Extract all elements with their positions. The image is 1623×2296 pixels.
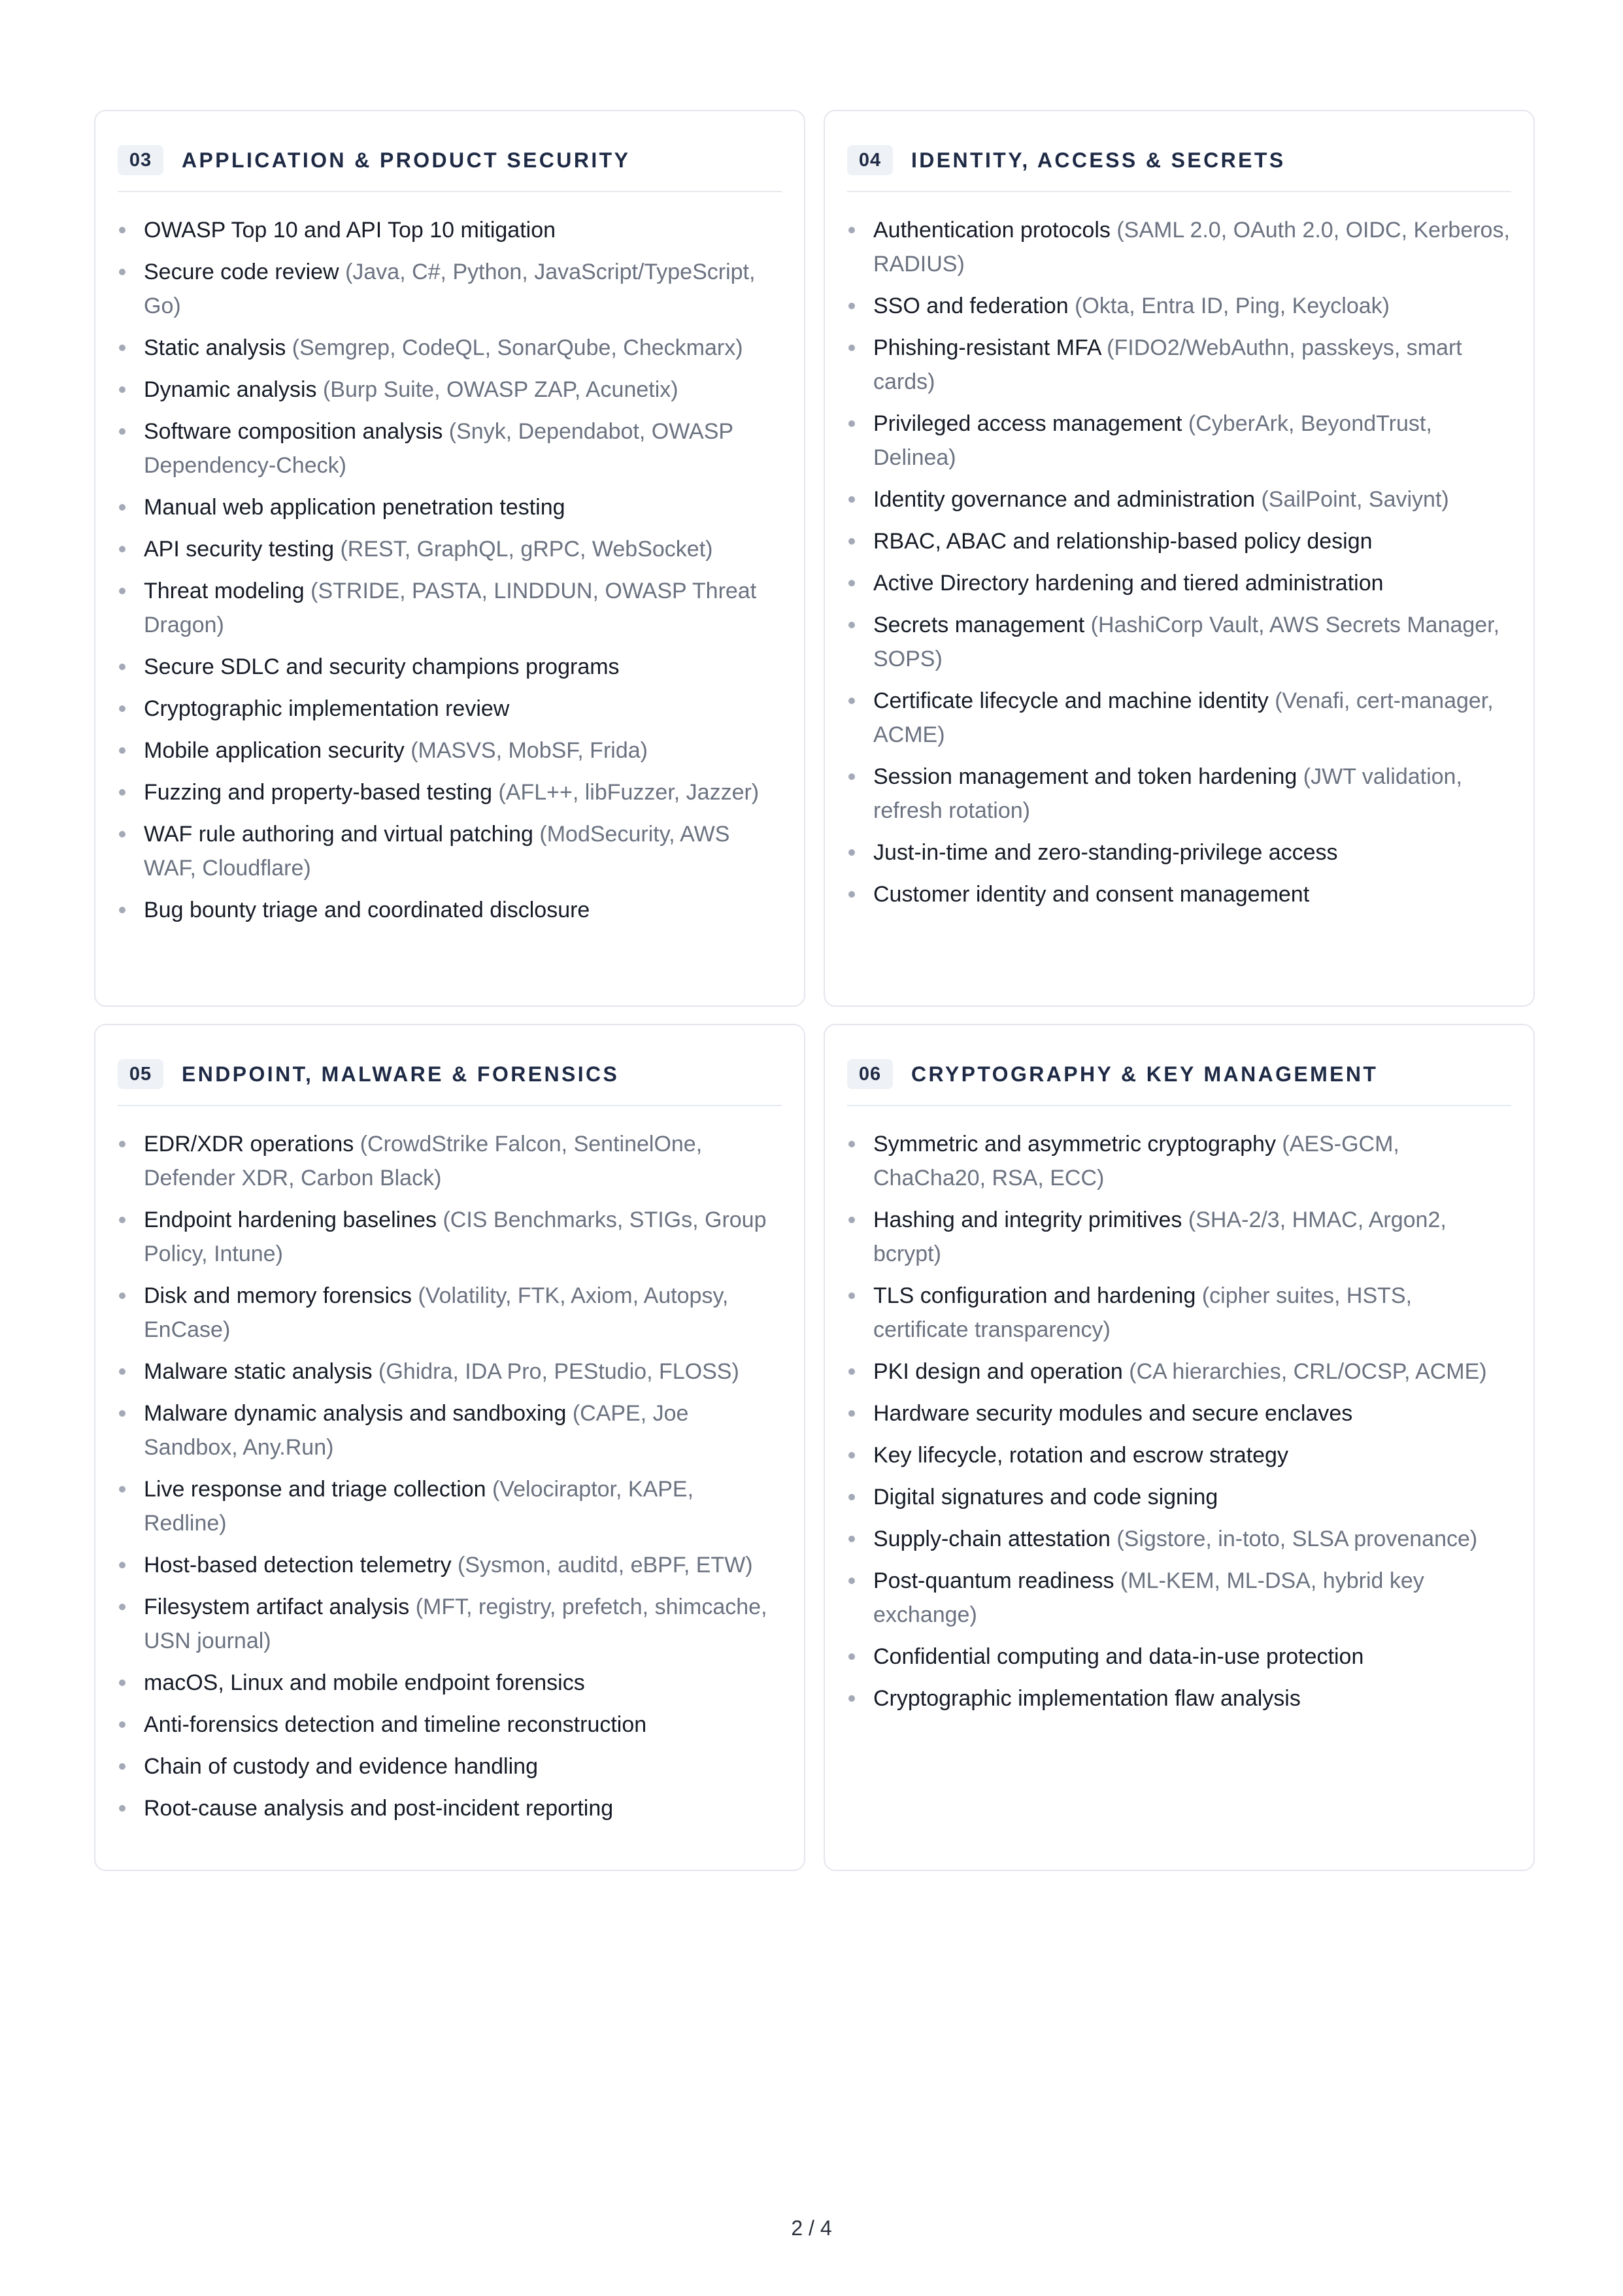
list-item [847,1127,1511,1195]
bullet-dot-icon [119,1805,125,1812]
list-item [847,566,1511,600]
item-text: Key lifecycle, rotation and escrow strategy [873,1443,1288,1468]
bullet-dot-icon [848,420,855,427]
bullet-dot-icon [119,1763,125,1770]
item-detail: (Ghidra, IDA Pro, PEStudio, FLOSS) [378,1359,739,1384]
skill-list [118,213,782,927]
item-text: Confidential computing and data-in-use protection [873,1644,1364,1669]
list-item [847,1438,1511,1472]
item-text: Hashing and integrity primitives [873,1207,1182,1232]
list-item [118,1279,782,1347]
item-text: Cryptographic implementation review [144,696,510,721]
list-item [118,1708,782,1742]
list-item [118,213,782,247]
section-number-badge: 04 [847,145,893,175]
section-card-identity-access-secrets [824,110,1535,1007]
item-detail: (SAML 2.0, OAuth 2.0, OIDC, Kerberos, RADIUS) [873,218,1510,277]
bullet-dot-icon [119,789,125,796]
item-text: Manual web application penetration testing [144,495,565,520]
bullet-dot-icon [848,1452,855,1459]
bullet-dot-icon [848,580,855,586]
bullet-dot-icon [119,1410,125,1417]
list-item [847,1279,1511,1347]
bullet-dot-icon [848,227,855,233]
list-item [118,373,782,407]
bullet-dot-icon [848,1653,855,1660]
item-text: Mobile application security [144,738,405,763]
item-text: Secure SDLC and security champions programs [144,654,620,679]
item-text: Threat modeling [144,579,305,603]
list-item [118,1396,782,1464]
item-detail: (MASVS, MobSF, Frida) [410,738,648,763]
item-text: Secure code review [144,260,339,284]
bullet-dot-icon [119,747,125,754]
item-detail: (CA hierarchies, CRL/OCSP, ACME) [1129,1359,1487,1384]
bullet-dot-icon [848,1410,855,1417]
list-item [847,407,1511,475]
item-text: Filesystem artifact analysis [144,1595,410,1619]
bullet-dot-icon [119,1680,125,1686]
item-detail: (AES-GCM, ChaCha20, RSA, ECC) [873,1132,1399,1190]
item-text: Secrets management [873,613,1085,637]
bullet-dot-icon [119,269,125,275]
list-item [847,684,1511,752]
section-header [847,1056,1511,1106]
item-text: Digital signatures and code signing [873,1485,1218,1510]
item-detail: (STRIDE, PASTA, LINDDUN, OWASP Threat Dragon) [144,579,757,637]
bullet-dot-icon [848,622,855,628]
bullet-dot-icon [848,773,855,780]
list-item [118,1791,782,1825]
section-number-badge: 06 [847,1059,893,1089]
bullet-dot-icon [848,1292,855,1299]
section-title: APPLICATION & PRODUCT SECURITY [182,148,631,172]
item-text: Active Directory hardening and tiered administration [873,571,1384,596]
bullet-dot-icon [119,386,125,393]
section-number-badge: 05 [118,1059,163,1089]
section-title: IDENTITY, ACCESS & SECRETS [911,148,1286,172]
item-text: Root-cause analysis and post-incident reporting [144,1796,614,1821]
section-header [118,143,782,192]
list-item [118,817,782,885]
item-text: Session management and token hardening [873,764,1297,789]
item-text: Bug bounty triage and coordinated disclosure [144,898,590,922]
list-item [847,877,1511,911]
section-header [118,1056,782,1106]
item-detail: (Venafi, cert-manager, ACME) [873,688,1494,747]
item-text: Hardware security modules and secure enclaves [873,1401,1353,1426]
item-text: RBAC, ABAC and relationship-based policy design [873,529,1373,554]
item-text: Cryptographic implementation flaw analysis [873,1686,1301,1711]
bullet-dot-icon [848,496,855,503]
list-item [118,331,782,365]
item-detail: (CIS Benchmarks, STIGs, Group Policy, Intune) [144,1207,767,1266]
item-text: WAF rule authoring and virtual patching [144,822,533,847]
list-item [847,1564,1511,1632]
list-item [118,1472,782,1540]
list-item [847,1522,1511,1556]
list-item [118,650,782,684]
item-text: Anti-forensics detection and timeline reconstruction [144,1712,647,1737]
item-detail: (SHA-2/3, HMAC, Argon2, bcrypt) [873,1207,1447,1266]
item-text: Privileged access management [873,411,1182,436]
bullet-dot-icon [848,1368,855,1375]
bullet-dot-icon [119,907,125,913]
item-text: Disk and memory forensics [144,1283,412,1308]
item-detail: (AFL++, libFuzzer, Jazzer) [498,780,760,805]
item-detail: (REST, GraphQL, gRPC, WebSocket) [340,537,713,562]
bullet-dot-icon [119,1562,125,1568]
bullet-dot-icon [119,831,125,837]
bullet-dot-icon [119,1292,125,1299]
item-text: OWASP Top 10 and API Top 10 mitigation [144,218,556,243]
item-text: Malware static analysis [144,1359,373,1384]
item-detail: (Volatility, FTK, Axiom, Autopsy, EnCase) [144,1283,729,1342]
item-detail: (CyberArk, BeyondTrust, Delinea) [873,411,1432,470]
item-text: Just-in-time and zero-standing-privilege access [873,840,1338,865]
item-detail: (Sysmon, auditd, eBPF, ETW) [458,1553,753,1578]
bullet-dot-icon [119,1486,125,1493]
bullet-dot-icon [848,1578,855,1584]
item-text: API security testing [144,537,335,562]
item-detail: (Java, C#, Python, JavaScript/TypeScript, Go) [144,260,756,318]
list-item [118,1548,782,1582]
list-item [847,836,1511,869]
list-item [118,1590,782,1658]
bullet-dot-icon [848,1494,855,1500]
item-text: Static analysis [144,335,286,360]
list-item [847,213,1511,281]
item-detail: (Snyk, Dependabot, OWASP Dependency-Check) [144,419,733,478]
item-detail: (MFT, registry, prefetch, shimcache, USN journal) [144,1595,767,1653]
item-detail: (cipher suites, HSTS, certificate transparency) [873,1283,1413,1342]
bullet-dot-icon [119,546,125,552]
section-card-cryptography-key-management [824,1024,1535,1871]
list-item [118,255,782,323]
list-item [118,490,782,524]
bullet-dot-icon [119,664,125,670]
bullet-dot-icon [119,504,125,511]
item-text: Chain of custody and evidence handling [144,1754,538,1779]
item-text: macOS, Linux and mobile endpoint forensics [144,1670,585,1695]
item-detail: (FIDO2/WebAuthn, passkeys, smart cards) [873,335,1462,394]
item-detail: (Semgrep, CodeQL, SonarQube, Checkmarx) [292,335,743,360]
section-header [847,143,1511,192]
item-detail: (Velociraptor, KAPE, Redline) [144,1477,694,1536]
skill-list [847,213,1511,911]
item-text: Live response and triage collection [144,1477,486,1502]
item-detail: (CrowdStrike Falcon, SentinelOne, Defender XDR, Carbon Black) [144,1132,703,1190]
list-item [847,1355,1511,1389]
bullet-dot-icon [848,698,855,704]
bullet-dot-icon [119,428,125,435]
bullet-dot-icon [119,1368,125,1375]
item-text: Authentication protocols [873,218,1111,243]
item-detail: (CAPE, Joe Sandbox, Any.Run) [144,1401,689,1460]
item-text: Customer identity and consent management [873,882,1310,907]
list-item [847,524,1511,558]
section-card-application-product-security [94,110,805,1007]
item-detail: (JWT validation, refresh rotation) [873,764,1462,823]
item-detail: (Burp Suite, OWASP ZAP, Acunetix) [322,377,678,402]
item-detail: (ModSecurity, AWS WAF, Cloudflare) [144,822,730,881]
list-item [118,414,782,482]
item-text: TLS configuration and hardening [873,1283,1196,1308]
bullet-dot-icon [848,891,855,898]
bullet-dot-icon [119,345,125,351]
list-item [118,734,782,768]
item-text: Host-based detection telemetry [144,1553,452,1578]
list-item [118,1355,782,1389]
list-item [847,1396,1511,1430]
list-item [118,1749,782,1783]
item-detail: (Sigstore, in-toto, SLSA provenance) [1116,1527,1478,1551]
bullet-dot-icon [119,1217,125,1223]
bullet-dot-icon [848,303,855,309]
item-text: Certificate lifecycle and machine identity [873,688,1269,713]
skill-list [118,1127,782,1825]
section-number-badge: 03 [118,145,163,175]
page-number: 2 / 4 [791,2216,832,2240]
list-item [847,1640,1511,1674]
list-item [118,1127,782,1195]
bullet-dot-icon [119,1604,125,1610]
section-card-endpoint-malware-forensics [94,1024,805,1871]
section-title: CRYPTOGRAPHY & KEY MANAGEMENT [911,1062,1379,1086]
bullet-dot-icon [119,705,125,712]
item-text: Malware dynamic analysis and sandboxing [144,1401,567,1426]
list-item [847,482,1511,516]
section-title: ENDPOINT, MALWARE & FORENSICS [182,1062,620,1086]
item-detail: (SailPoint, Saviynt) [1261,487,1449,512]
list-item [118,692,782,726]
item-detail: (ML-KEM, ML-DSA, hybrid key exchange) [873,1568,1424,1627]
item-text: Symmetric and asymmetric cryptography [873,1132,1276,1156]
list-item [847,1681,1511,1715]
bullet-dot-icon [848,849,855,856]
bullet-dot-icon [119,1141,125,1147]
item-text: Supply-chain attestation [873,1527,1111,1551]
item-text: Endpoint hardening baselines [144,1207,437,1232]
bullet-dot-icon [848,345,855,351]
skill-list [847,1127,1511,1715]
list-item [847,608,1511,676]
bullet-dot-icon [119,588,125,594]
item-text: Post-quantum readiness [873,1568,1114,1593]
item-text: Fuzzing and property-based testing [144,780,492,805]
list-item [847,760,1511,828]
item-text: PKI design and operation [873,1359,1123,1384]
list-item [847,1480,1511,1514]
bullet-dot-icon [848,1141,855,1147]
list-item [847,331,1511,399]
list-item [847,289,1511,323]
bullet-dot-icon [848,1536,855,1542]
bullet-dot-icon [119,227,125,233]
item-detail: (HashiCorp Vault, AWS Secrets Manager, SOPS) [873,613,1500,671]
item-text: Dynamic analysis [144,377,317,402]
item-text: EDR/XDR operations [144,1132,354,1156]
list-item [118,1203,782,1271]
item-text: SSO and federation [873,294,1069,318]
item-text: Phishing-resistant MFA [873,335,1101,360]
bullet-dot-icon [848,538,855,545]
list-item [118,1666,782,1700]
list-item [118,574,782,642]
bullet-dot-icon [848,1695,855,1702]
item-text: Identity governance and administration [873,487,1256,512]
list-item [118,893,782,927]
item-detail: (Okta, Entra ID, Ping, Keycloak) [1075,294,1390,318]
bullet-dot-icon [119,1721,125,1728]
list-item [118,775,782,809]
list-item [847,1203,1511,1271]
item-text: Software composition analysis [144,419,443,444]
bullet-dot-icon [848,1217,855,1223]
list-item [118,532,782,566]
